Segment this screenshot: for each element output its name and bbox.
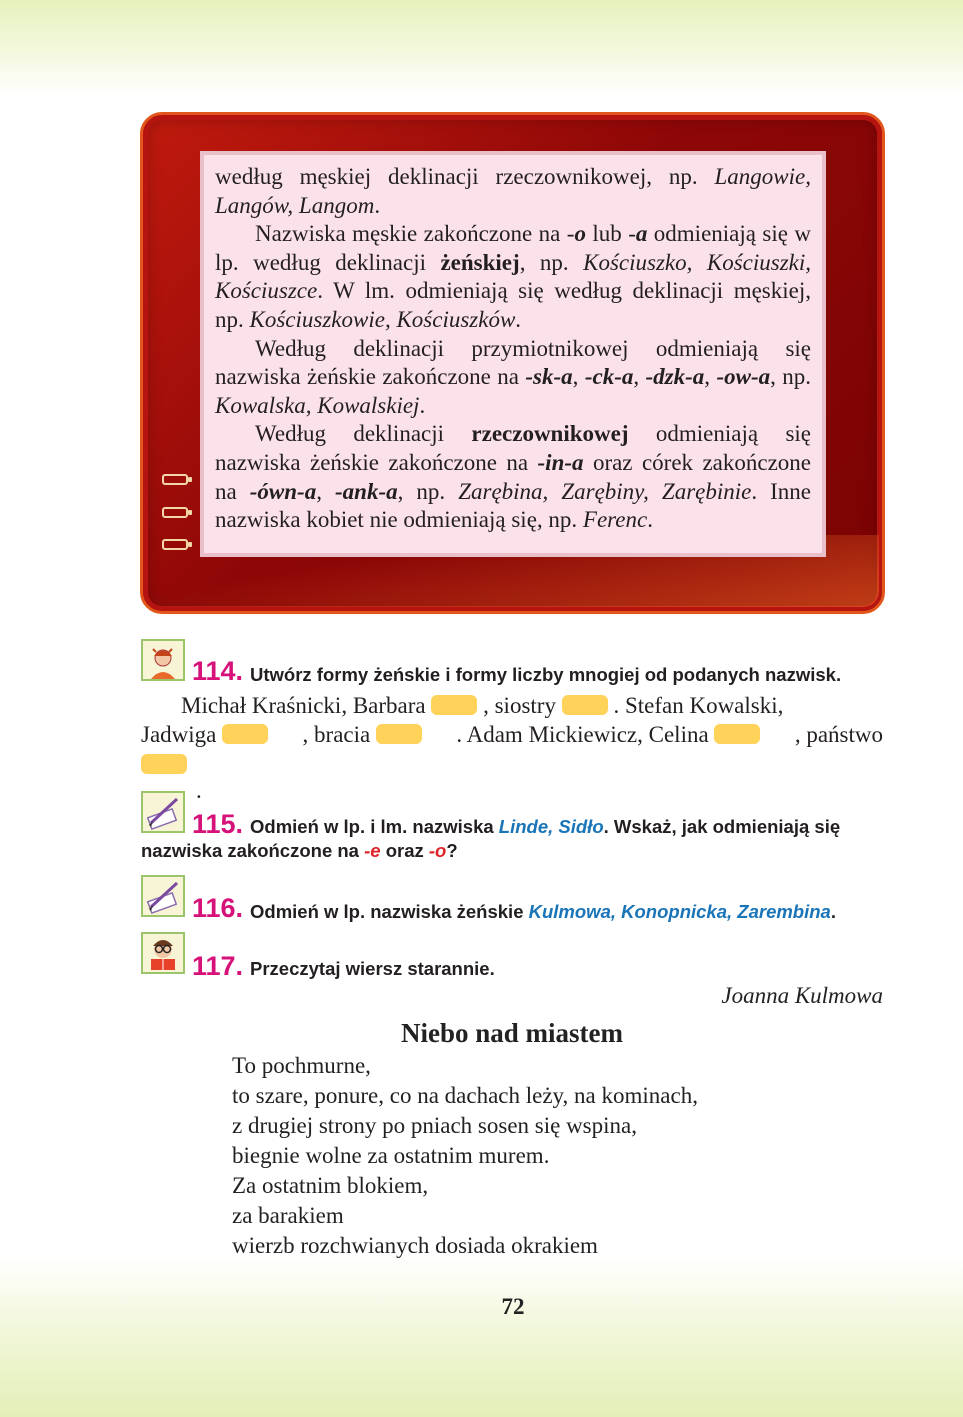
exercise-instruction: Przeczytaj wiersz starannie. xyxy=(250,958,495,979)
page-top-gradient xyxy=(0,0,963,95)
answer-gap[interactable] xyxy=(714,724,760,744)
answer-gap[interactable] xyxy=(431,695,477,715)
exercise-instruction: Odmień w lp. nazwiska żeńskie Kulmowa, Konopnicka, Zarembina. xyxy=(250,901,836,922)
exercise-number: 114. xyxy=(192,656,244,686)
poem-line: z drugiej strony po pniach sosen się wspina, xyxy=(232,1113,637,1138)
poem-title: Niebo nad miastem xyxy=(401,1018,623,1048)
exercise-instruction: Utwórz formy żeńskie i formy liczby mnogiej od podanych nazwisk. xyxy=(250,664,842,685)
exercise-instruction: nazwiska zakończone na -e oraz -o? xyxy=(141,840,458,861)
answer-gap[interactable] xyxy=(222,724,268,744)
poem-line: to szare, ponure, co na dachach leży, na kominach, xyxy=(232,1083,698,1108)
rule-paragraph: Według deklinacji przymiotnikowej odmieniają się nazwiska żeńskie zakończone na -sk-a, -ck-a, -dzk-a, -ow-a, np. Kowalska, Kowalskiej. xyxy=(215,335,812,418)
thinking-child-icon xyxy=(141,639,185,681)
poem-line: Za ostatnim blokiem, xyxy=(232,1173,429,1198)
answer-gap[interactable] xyxy=(376,724,422,744)
poem-line: biegnie wolne za ostatnim murem. xyxy=(232,1143,550,1168)
page-number: 72 xyxy=(501,1294,525,1319)
poem-author: Joanna Kulmowa xyxy=(721,983,883,1008)
pen-writing-icon xyxy=(141,791,185,833)
exercise-instruction: Odmień w lp. i lm. nazwiska Linde, Sidło. Wskaż, jak odmieniają się xyxy=(250,816,841,837)
exercise-number: 116. xyxy=(192,893,244,923)
rule-paragraph: Według deklinacji rzeczownikowej odmieniają się nazwiska żeńskie zakończone na -in-a oraz córek zakończone na -ówn-a, -ank-a, np. Zarębina, Zarębiny, Zarębinie. Inne nazwiska kobiet nie odmieniają się, np. Ferenc. xyxy=(215,421,811,533)
exercise-number: 115. xyxy=(192,809,244,839)
pen-writing-icon xyxy=(141,875,185,917)
exercise-line: . xyxy=(141,752,202,804)
poem-line: wierzb rozchwianych dosiada okrakiem xyxy=(232,1233,598,1258)
rule-paragraph: według męskiej deklinacji rzeczownikowej, np. Langowie, Langów, Langom. xyxy=(215,164,811,218)
grammar-rule-text xyxy=(215,163,811,535)
exercise-line: Michał Kraśnicki, Barbara , siostry . Stefan Kowalski, xyxy=(181,693,784,718)
page-bottom-gradient xyxy=(0,1257,963,1417)
answer-gap[interactable] xyxy=(562,695,608,715)
poem-body xyxy=(232,1051,698,1261)
exercise-line: Jadwiga , bracia . Adam Mickiewicz, Celina , państwo xyxy=(141,722,883,747)
poem-line: za barakiem xyxy=(232,1203,344,1228)
tablet-button-icon xyxy=(162,507,188,518)
exercise-number: 117. xyxy=(192,951,244,981)
reading-child-icon xyxy=(141,932,185,974)
answer-gap[interactable] xyxy=(141,754,187,774)
tablet-button-icon xyxy=(162,474,188,485)
tablet-button-icon xyxy=(162,539,188,550)
rule-paragraph: Nazwiska męskie zakończone na -o lub -a odmieniają się w lp. według deklinacji żeńskiej, np. Kościuszko, Kościuszki, Kościuszce. W lm. odmieniają się według deklinacji męskiej, np. Kościuszkowie, Kościuszków. xyxy=(215,221,812,332)
poem-line: To pochmurne, xyxy=(232,1053,371,1078)
